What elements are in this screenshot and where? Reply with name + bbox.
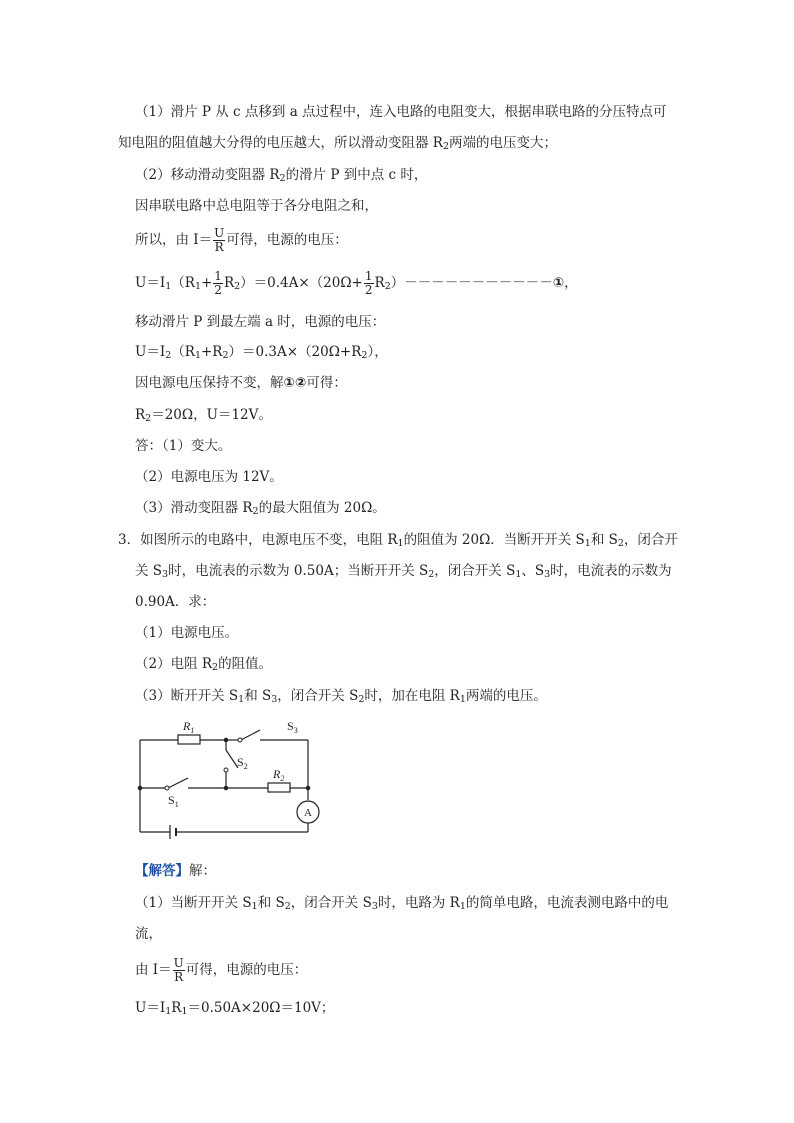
question-line: （1）电源电压。 [135, 625, 239, 641]
question-line: （3）断开开关 $S_1$和 $S_3$，闭合开关 $S_2$时，加在电阻 $R_1$两端的电压。 [135, 688, 547, 705]
label-r1: $R_1$ [183, 719, 195, 735]
text-line: 知电阻的阻值越大分得的电压越大，所以滑动变阻器 $R_2$两端的电压变大； [118, 135, 558, 152]
question-line: 0.90A．求： [135, 594, 216, 610]
junction-dot [306, 786, 310, 790]
resistor-r1 [178, 735, 200, 744]
label-s3: $S_3$ [287, 719, 298, 735]
switch-s1-blade [168, 778, 188, 788]
text-line: 因电源电压保持不变，解①②可得： [135, 375, 347, 391]
answer-line: $U=I_1R_1=0.50A\times 20\Omega=10V$； [135, 1000, 335, 1017]
switch-contact [238, 738, 242, 742]
text-line: 移动滑片 P 到最左端 a 时，电源的电压： [135, 314, 386, 330]
answer-heading: 【解答】解： [135, 863, 216, 879]
circuit-diagram [130, 712, 330, 847]
answer-line: 由 I＝ $\frac{U}{R}$ 可得，电源的电压： [135, 956, 308, 984]
text-line: （1）滑片 P 从 c 点移到 a 点过程中，连入电路的电阻变大，根据串联电路的分压特点可 [135, 104, 667, 120]
text-line: 因串联电路中总电阻等于各分电阻之和， [135, 198, 378, 214]
junction-dot [224, 786, 228, 790]
question-line: 关 $S_3$时，电流表的示数为 0.50A；当断开开关 $S_2$，闭合开关 $S_1$、$S_3$时，电流表的示数为 [135, 563, 672, 580]
junction-dot [138, 786, 142, 790]
text-line: $U=I_2(R_1+R_2)=0.3A\times(20\Omega+R_2)$， [135, 344, 388, 361]
fraction-half: $\frac{1}{2}$ [364, 269, 373, 297]
text-line: $U=I_1(R_1+$ $\frac{1}{2}$ $R_2)=0.4A\times(20\Omega+$ $\frac{1}{2}$ $R_2)-----------①$， [135, 269, 578, 297]
junction-dot [224, 738, 228, 742]
ammeter-label: A [304, 807, 312, 819]
label-r2: $R_2$ [273, 767, 285, 783]
label-s1: $S_1$ [168, 793, 179, 809]
fraction-u-over-r: $\frac{U}{R}$ [173, 956, 184, 984]
question-line: （2）电阻 $R_2$的阻值。 [135, 656, 273, 673]
text-line: （2）移动滑动变阻器 $R_2$的滑片 P 到中点 c 时， [135, 167, 428, 184]
answer-line: （1）当断开开关 $S_1$和 $S_2$，闭合开关 $S_3$时，电路为 $R_1$的简单电路，电流表测电路中的电 [135, 895, 669, 912]
answer-line: 流， [135, 926, 162, 942]
text-line: 所以，由 I＝ $\frac{U}{R}$ 可得，电源的电压： [135, 226, 348, 254]
switch-s3-blade [241, 730, 260, 740]
fraction-half: $\frac{1}{2}$ [214, 269, 222, 297]
text-line: （2）电源电压为 12V。 [135, 469, 283, 485]
label-s2: $S_2$ [237, 755, 248, 771]
resistor-r2 [268, 783, 290, 792]
text-line: 答：（1）变大。 [135, 438, 232, 454]
text-line: $R_2=20\Omega$，U＝12V。 [135, 407, 272, 424]
switch-contact [224, 768, 228, 772]
fraction-u-over-r: $\frac{U}{R}$ [214, 226, 225, 254]
question-line: 3．如图所示的电路中，电源电压不变，电阻 $R_1$的阻值为 20Ω．当断开开关 $S_1$和 $S_2$，闭合开 [118, 532, 678, 549]
text-line: （3）滑动变阻器 $R_2$的最大阻值为 20Ω。 [135, 500, 386, 517]
switch-contact [165, 786, 169, 790]
